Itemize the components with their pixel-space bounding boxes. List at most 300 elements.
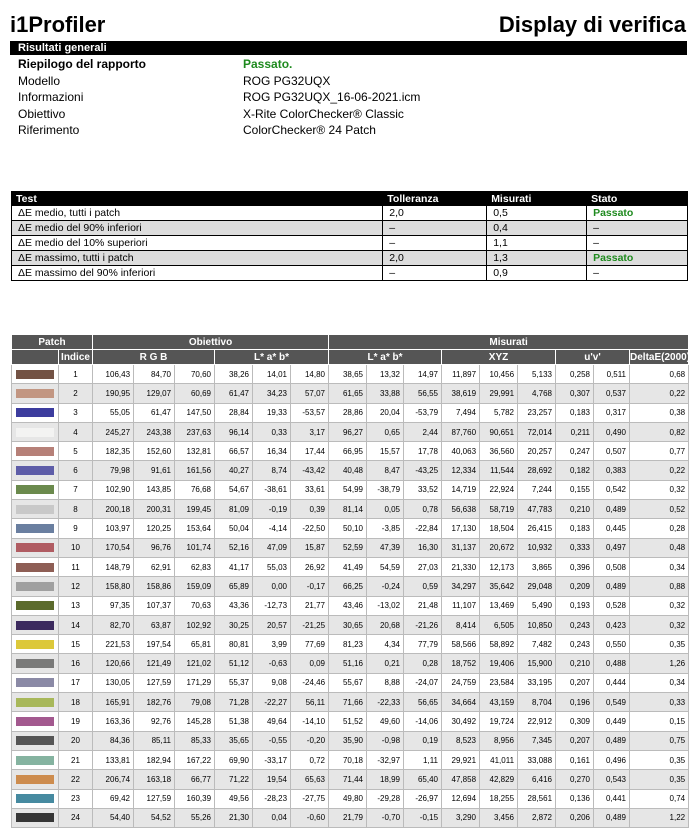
patch-cell: 0,21 bbox=[367, 654, 404, 673]
patch-swatch bbox=[16, 370, 54, 379]
test-cell: – bbox=[587, 236, 688, 251]
patch-cell: 17,44 bbox=[291, 442, 329, 461]
patch-cell: 182,76 bbox=[134, 693, 175, 712]
patch-cell: -24,46 bbox=[291, 673, 329, 692]
patch-index: 18 bbox=[59, 693, 93, 712]
patch-cell: 3,865 bbox=[518, 557, 556, 576]
patch-cell: 0,247 bbox=[556, 442, 594, 461]
patch-cell: 0,542 bbox=[594, 480, 630, 499]
patch-cell: 127,59 bbox=[134, 789, 175, 808]
patch-cell: 127,59 bbox=[134, 673, 175, 692]
patch-cell: 0,508 bbox=[594, 557, 630, 576]
patch-row bbox=[12, 808, 689, 827]
patch-cell: 14,719 bbox=[442, 480, 480, 499]
patch-swatch bbox=[16, 678, 54, 687]
patch-cell: 65,40 bbox=[404, 770, 442, 789]
patch-index: 16 bbox=[59, 654, 93, 673]
patch-cell: 0,489 bbox=[594, 731, 630, 750]
patch-cell: 76,68 bbox=[175, 480, 215, 499]
patch-cell: 245,27 bbox=[93, 422, 134, 441]
patch-cell: 47,39 bbox=[367, 538, 404, 557]
patch-cell: 1,11 bbox=[404, 750, 442, 769]
test-cell: 2,0 bbox=[383, 206, 487, 221]
patch-cell: 97,35 bbox=[93, 596, 134, 615]
patch-cell: 51,38 bbox=[215, 712, 253, 731]
patch-cell: 21,30 bbox=[215, 808, 253, 827]
patch-cell: 182,94 bbox=[134, 750, 175, 769]
patch-cell: 0,136 bbox=[556, 789, 594, 808]
patch-swatch-cell bbox=[12, 615, 59, 634]
patch-cell: 80,81 bbox=[215, 635, 253, 654]
patch-cell: 0,496 bbox=[594, 750, 630, 769]
test-row bbox=[12, 221, 688, 236]
patch-cell: 0,22 bbox=[630, 384, 689, 403]
patch-cell: 66,95 bbox=[329, 442, 367, 461]
patch-swatch-cell bbox=[12, 673, 59, 692]
patch-cell: 13,469 bbox=[480, 596, 518, 615]
patch-cell: 29,048 bbox=[518, 577, 556, 596]
patch-cell: 101,74 bbox=[175, 538, 215, 557]
patch-index: 8 bbox=[59, 500, 93, 519]
patch-cell: 96,76 bbox=[134, 538, 175, 557]
patch-swatch bbox=[16, 428, 54, 437]
patch-cell: 27,03 bbox=[404, 557, 442, 576]
patch-cell: -33,17 bbox=[253, 750, 291, 769]
patch-cell: 34,297 bbox=[442, 577, 480, 596]
patch-cell: 11,107 bbox=[442, 596, 480, 615]
patch-cell: 3,17 bbox=[291, 422, 329, 441]
patch-cell: 0,19 bbox=[404, 731, 442, 750]
patch-swatch-cell bbox=[12, 461, 59, 480]
patch-swatch bbox=[16, 794, 54, 803]
patch-index: 19 bbox=[59, 712, 93, 731]
patch-cell: 153,64 bbox=[175, 519, 215, 538]
test-cell: ΔE medio del 90% inferiori bbox=[12, 221, 383, 236]
sub-header: L* a* b* bbox=[329, 350, 442, 365]
patch-cell: 55,26 bbox=[175, 808, 215, 827]
patch-cell: 35,65 bbox=[215, 731, 253, 750]
patch-cell: 10,932 bbox=[518, 538, 556, 557]
patch-cell: 0,39 bbox=[291, 500, 329, 519]
patch-cell: 120,66 bbox=[93, 654, 134, 673]
patch-index: 12 bbox=[59, 577, 93, 596]
patch-row bbox=[12, 384, 689, 403]
patch-cell: 121,02 bbox=[175, 654, 215, 673]
patch-cell: 0,497 bbox=[594, 538, 630, 557]
patch-cell: 81,23 bbox=[329, 635, 367, 654]
patch-cell: 82,70 bbox=[93, 615, 134, 634]
patch-cell: -21,26 bbox=[404, 615, 442, 634]
patch-swatch-cell bbox=[12, 577, 59, 596]
patch-cell: 4,768 bbox=[518, 384, 556, 403]
patch-cell: 0,537 bbox=[594, 384, 630, 403]
patch-cell: 0,35 bbox=[630, 750, 689, 769]
test-cell: – bbox=[587, 266, 688, 281]
patch-cell: 0,210 bbox=[556, 654, 594, 673]
patch-cell: 103,97 bbox=[93, 519, 134, 538]
patch-swatch bbox=[16, 505, 54, 514]
patch-cell: 0,307 bbox=[556, 384, 594, 403]
patch-cell: 36,560 bbox=[480, 442, 518, 461]
patch-cell: 26,415 bbox=[518, 519, 556, 538]
patch-cell: -24,07 bbox=[404, 673, 442, 692]
patch-cell: 14,01 bbox=[253, 365, 291, 384]
patch-index: 4 bbox=[59, 422, 93, 441]
patch-cell: 61,65 bbox=[329, 384, 367, 403]
patch-cell: 0,543 bbox=[594, 770, 630, 789]
patch-row bbox=[12, 712, 689, 731]
patch-cell: -22,50 bbox=[291, 519, 329, 538]
sub-header: Indice bbox=[59, 350, 93, 365]
patch-cell: 0,258 bbox=[556, 365, 594, 384]
patch-cell: 7,244 bbox=[518, 480, 556, 499]
test-cell: 1,1 bbox=[487, 236, 587, 251]
patch-cell: 0,52 bbox=[630, 500, 689, 519]
patch-cell: 167,22 bbox=[175, 750, 215, 769]
patch-cell: 2,872 bbox=[518, 808, 556, 827]
patch-index: 7 bbox=[59, 480, 93, 499]
patch-cell: 56,11 bbox=[291, 693, 329, 712]
patch-index: 2 bbox=[59, 384, 93, 403]
patch-cell: 61,47 bbox=[215, 384, 253, 403]
patch-cell: 0,243 bbox=[556, 615, 594, 634]
patch-cell: 0,489 bbox=[594, 500, 630, 519]
patch-cell: 0,488 bbox=[594, 654, 630, 673]
patch-cell: 35,642 bbox=[480, 577, 518, 596]
patch-cell: -0,60 bbox=[291, 808, 329, 827]
patch-cell: 8,74 bbox=[253, 461, 291, 480]
patch-cell: 23,584 bbox=[480, 673, 518, 692]
patch-cell: 20,68 bbox=[367, 615, 404, 634]
patch-row bbox=[12, 442, 689, 461]
patch-cell: 62,91 bbox=[134, 557, 175, 576]
patch-cell: 6,416 bbox=[518, 770, 556, 789]
patch-swatch-cell bbox=[12, 808, 59, 827]
patch-cell: 221,53 bbox=[93, 635, 134, 654]
patch-cell: 132,81 bbox=[175, 442, 215, 461]
patch-cell: 0,28 bbox=[630, 519, 689, 538]
patch-cell: 47,09 bbox=[253, 538, 291, 557]
patch-cell: 8,704 bbox=[518, 693, 556, 712]
patch-row bbox=[12, 480, 689, 499]
patch-cell: 84,36 bbox=[93, 731, 134, 750]
patch-cell: -13,02 bbox=[367, 596, 404, 615]
patch-cell: 0,34 bbox=[630, 673, 689, 692]
patch-cell: 66,77 bbox=[175, 770, 215, 789]
patch-cell: 50,04 bbox=[215, 519, 253, 538]
patch-cell: 0,396 bbox=[556, 557, 594, 576]
patch-cell: 91,61 bbox=[134, 461, 175, 480]
patch-swatch-cell bbox=[12, 750, 59, 769]
patch-index: 17 bbox=[59, 673, 93, 692]
patch-cell: 5,782 bbox=[480, 403, 518, 422]
patch-cell: 0,489 bbox=[594, 808, 630, 827]
patch-cell: 30,65 bbox=[329, 615, 367, 634]
patch-swatch bbox=[16, 447, 54, 456]
col-header: Tolleranza bbox=[383, 192, 487, 206]
patch-swatch-cell bbox=[12, 731, 59, 750]
patch-cell: 0,196 bbox=[556, 693, 594, 712]
sub-header: u'v' bbox=[556, 350, 630, 365]
patch-cell: -0,19 bbox=[253, 500, 291, 519]
col-header: Stato bbox=[587, 192, 688, 206]
patch-cell: 41,011 bbox=[480, 750, 518, 769]
patch-cell: 70,18 bbox=[329, 750, 367, 769]
patch-cell: 28,692 bbox=[518, 461, 556, 480]
patch-cell: 96,27 bbox=[329, 422, 367, 441]
patch-cell: 0,38 bbox=[630, 403, 689, 422]
patch-cell: 50,10 bbox=[329, 519, 367, 538]
patch-cell: 21,77 bbox=[291, 596, 329, 615]
patch-cell: 9,08 bbox=[253, 673, 291, 692]
patch-cell: 0,182 bbox=[556, 461, 594, 480]
test-cell: ΔE massimo, tutti i patch bbox=[12, 251, 383, 266]
patch-cell: -0,15 bbox=[404, 808, 442, 827]
patch-cell: 0,88 bbox=[630, 577, 689, 596]
patch-cell: 3,290 bbox=[442, 808, 480, 827]
patch-cell: 7,482 bbox=[518, 635, 556, 654]
patch-cell: 129,07 bbox=[134, 384, 175, 403]
patch-cell: 0,15 bbox=[630, 712, 689, 731]
patch-cell: -38,79 bbox=[367, 480, 404, 499]
patch-cell: 18,504 bbox=[480, 519, 518, 538]
patch-cell: -0,98 bbox=[367, 731, 404, 750]
patch-cell: -22,84 bbox=[404, 519, 442, 538]
patch-cell: 54,59 bbox=[367, 557, 404, 576]
patch-cell: -3,85 bbox=[367, 519, 404, 538]
patch-swatch-cell bbox=[12, 635, 59, 654]
summary-label: Obiettivo bbox=[18, 106, 66, 121]
col-header: Misurati bbox=[487, 192, 587, 206]
summary-row bbox=[18, 74, 618, 91]
tests-header-row bbox=[12, 192, 688, 206]
patch-cell: 0,550 bbox=[594, 635, 630, 654]
patch-cell: 8,523 bbox=[442, 731, 480, 750]
patch-swatch bbox=[16, 389, 54, 398]
patch-swatch-cell bbox=[12, 693, 59, 712]
patch-cell: 2,44 bbox=[404, 422, 442, 441]
patch-cell: 56,55 bbox=[404, 384, 442, 403]
patch-cell: 23,257 bbox=[518, 403, 556, 422]
patch-cell: 0,28 bbox=[404, 654, 442, 673]
patch-cell: 33,88 bbox=[367, 384, 404, 403]
patch-cell: 120,25 bbox=[134, 519, 175, 538]
summary-row bbox=[18, 107, 618, 124]
patch-cell: 130,05 bbox=[93, 673, 134, 692]
test-cell: Passato bbox=[587, 251, 688, 266]
patch-cell: 65,63 bbox=[291, 770, 329, 789]
patch-index: 10 bbox=[59, 538, 93, 557]
patch-cell: 54,40 bbox=[93, 808, 134, 827]
patch-cell: 1,26 bbox=[630, 654, 689, 673]
test-cell: 0,4 bbox=[487, 221, 587, 236]
patch-cell: 0,35 bbox=[630, 635, 689, 654]
patch-cell: 6,505 bbox=[480, 615, 518, 634]
patch-swatch-cell bbox=[12, 557, 59, 576]
patch-cell: 28,86 bbox=[329, 403, 367, 422]
patch-swatch bbox=[16, 601, 54, 610]
patches-table bbox=[11, 334, 689, 828]
patch-cell: 0,72 bbox=[291, 750, 329, 769]
patch-swatch bbox=[16, 717, 54, 726]
patch-swatch bbox=[16, 640, 54, 649]
patch-cell: 237,63 bbox=[175, 422, 215, 441]
patch-cell: 0,490 bbox=[594, 422, 630, 441]
patch-cell: 0,206 bbox=[556, 808, 594, 827]
patch-cell: 47,858 bbox=[442, 770, 480, 789]
group-header-row bbox=[12, 335, 689, 350]
patch-cell: 56,65 bbox=[404, 693, 442, 712]
tests-table bbox=[11, 191, 688, 281]
patch-cell: 121,49 bbox=[134, 654, 175, 673]
patch-cell: 19,54 bbox=[253, 770, 291, 789]
patch-cell: 70,63 bbox=[175, 596, 215, 615]
patch-cell: 165,91 bbox=[93, 693, 134, 712]
patch-row bbox=[12, 519, 689, 538]
patch-cell: 0,48 bbox=[630, 538, 689, 557]
patch-cell: 47,783 bbox=[518, 500, 556, 519]
patch-cell: 0,211 bbox=[556, 422, 594, 441]
patch-swatch-cell bbox=[12, 519, 59, 538]
patch-cell: -21,25 bbox=[291, 615, 329, 634]
patch-cell: 199,45 bbox=[175, 500, 215, 519]
patch-row bbox=[12, 500, 689, 519]
patch-cell: 85,11 bbox=[134, 731, 175, 750]
patch-cell: 182,35 bbox=[93, 442, 134, 461]
patch-cell: 0,22 bbox=[630, 461, 689, 480]
patch-index: 6 bbox=[59, 461, 93, 480]
patch-cell: 52,59 bbox=[329, 538, 367, 557]
patch-swatch bbox=[16, 756, 54, 765]
report-title: Display di verifica bbox=[498, 12, 686, 37]
patch-cell: 12,694 bbox=[442, 789, 480, 808]
patch-cell: 0,75 bbox=[630, 731, 689, 750]
patch-swatch-cell bbox=[12, 770, 59, 789]
patch-cell: 0,82 bbox=[630, 422, 689, 441]
patch-cell: 96,14 bbox=[215, 422, 253, 441]
patch-index: 9 bbox=[59, 519, 93, 538]
patch-index: 21 bbox=[59, 750, 93, 769]
patch-cell: 7,345 bbox=[518, 731, 556, 750]
patch-row bbox=[12, 635, 689, 654]
test-cell: – bbox=[587, 221, 688, 236]
patch-cell: 152,60 bbox=[134, 442, 175, 461]
patch-cell: 10,456 bbox=[480, 365, 518, 384]
patch-cell: 133,81 bbox=[93, 750, 134, 769]
patch-cell: 54,67 bbox=[215, 480, 253, 499]
patch-cell: 35,90 bbox=[329, 731, 367, 750]
patch-cell: 0,383 bbox=[594, 461, 630, 480]
patch-cell: 170,54 bbox=[93, 538, 134, 557]
patch-cell: 38,619 bbox=[442, 384, 480, 403]
test-row bbox=[12, 266, 688, 281]
patch-cell: 60,69 bbox=[175, 384, 215, 403]
patch-cell: 84,70 bbox=[134, 365, 175, 384]
patch-cell: 102,92 bbox=[175, 615, 215, 634]
section-title: Risultati generali bbox=[10, 41, 687, 55]
test-cell: 1,3 bbox=[487, 251, 587, 266]
patch-swatch-cell bbox=[12, 365, 59, 384]
patch-cell: 8,88 bbox=[367, 673, 404, 692]
group-header: Misurati bbox=[329, 335, 689, 350]
patch-index: 5 bbox=[59, 442, 93, 461]
patch-cell: 54,99 bbox=[329, 480, 367, 499]
patch-cell: 197,54 bbox=[134, 635, 175, 654]
patch-cell: 0,77 bbox=[630, 442, 689, 461]
patch-cell: 20,257 bbox=[518, 442, 556, 461]
patch-cell: 62,83 bbox=[175, 557, 215, 576]
patch-cell: 13,32 bbox=[367, 365, 404, 384]
patch-swatch-cell bbox=[12, 422, 59, 441]
test-row bbox=[12, 236, 688, 251]
patch-cell: 0,74 bbox=[630, 789, 689, 808]
patch-cell: 0,423 bbox=[594, 615, 630, 634]
patch-cell: 0,65 bbox=[367, 422, 404, 441]
patch-cell: -14,10 bbox=[291, 712, 329, 731]
patch-cell: 18,99 bbox=[367, 770, 404, 789]
patch-cell: 0,207 bbox=[556, 731, 594, 750]
patch-cell: 8,956 bbox=[480, 731, 518, 750]
patch-cell: 49,80 bbox=[329, 789, 367, 808]
sub-header bbox=[12, 350, 59, 365]
patch-index: 3 bbox=[59, 403, 93, 422]
sub-header: XYZ bbox=[442, 350, 556, 365]
patch-cell: -0,20 bbox=[291, 731, 329, 750]
patch-row bbox=[12, 615, 689, 634]
test-cell: – bbox=[383, 236, 487, 251]
patch-cell: 22,924 bbox=[480, 480, 518, 499]
patch-cell: 71,66 bbox=[329, 693, 367, 712]
patch-cell: 33,61 bbox=[291, 480, 329, 499]
patch-cell: 143,85 bbox=[134, 480, 175, 499]
patch-cell: 102,90 bbox=[93, 480, 134, 499]
patch-index: 20 bbox=[59, 731, 93, 750]
patch-cell: 19,406 bbox=[480, 654, 518, 673]
patch-row bbox=[12, 673, 689, 692]
patch-cell: -26,97 bbox=[404, 789, 442, 808]
patch-cell: 158,86 bbox=[134, 577, 175, 596]
patch-cell: 0,549 bbox=[594, 693, 630, 712]
patch-row bbox=[12, 577, 689, 596]
patch-cell: 0,32 bbox=[630, 615, 689, 634]
patch-cell: 49,60 bbox=[367, 712, 404, 731]
patch-cell: 161,56 bbox=[175, 461, 215, 480]
patch-cell: 18,255 bbox=[480, 789, 518, 808]
patch-cell: -0,17 bbox=[291, 577, 329, 596]
test-cell: – bbox=[383, 221, 487, 236]
patch-index: 11 bbox=[59, 557, 93, 576]
patch-row bbox=[12, 750, 689, 769]
patch-cell: 0,68 bbox=[630, 365, 689, 384]
patch-cell: 30,25 bbox=[215, 615, 253, 634]
patch-cell: 28,561 bbox=[518, 789, 556, 808]
patch-cell: 0,489 bbox=[594, 577, 630, 596]
patch-cell: 20,672 bbox=[480, 538, 518, 557]
patch-cell: 0,59 bbox=[404, 577, 442, 596]
patch-cell: 206,74 bbox=[93, 770, 134, 789]
patch-cell: 21,330 bbox=[442, 557, 480, 576]
summary-label: Riferimento bbox=[18, 123, 80, 137]
patch-cell: 61,47 bbox=[134, 403, 175, 422]
patch-cell: 0,270 bbox=[556, 770, 594, 789]
patch-cell: 51,12 bbox=[215, 654, 253, 673]
patch-cell: 33,088 bbox=[518, 750, 556, 769]
patch-cell: -27,75 bbox=[291, 789, 329, 808]
patch-index: 23 bbox=[59, 789, 93, 808]
patch-swatch-cell bbox=[12, 712, 59, 731]
patch-cell: 0,207 bbox=[556, 673, 594, 692]
patch-cell: -32,97 bbox=[367, 750, 404, 769]
